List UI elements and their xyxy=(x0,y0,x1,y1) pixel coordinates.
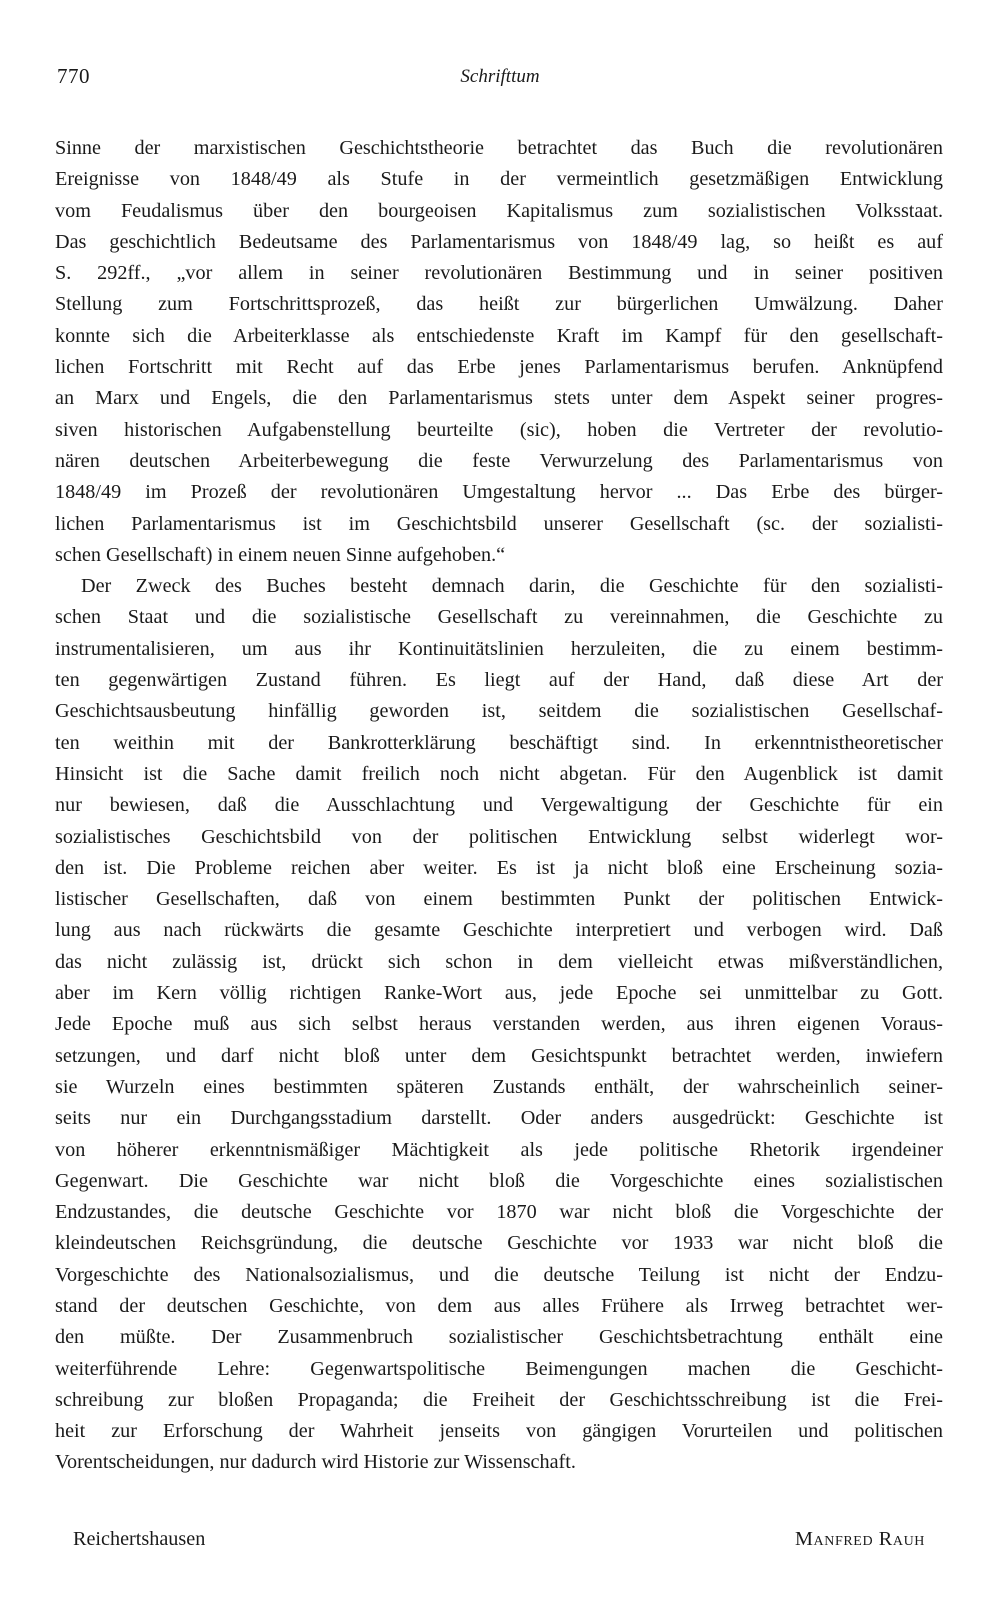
text-line: ten gegenwärtigen Zustand führen. Es liegt auf der Hand, daß diese Art der xyxy=(55,669,943,692)
text-line: Hinsicht ist die Sache damit freilich noch nicht abgetan. Für den Augenblick ist damit xyxy=(55,762,943,785)
author-name: Manfred Rauh xyxy=(795,1528,925,1550)
text-line: Stellung zum Fortschrittsprozeß, das heißt zur bürgerlichen Umwälzung. Daher xyxy=(55,293,943,316)
text-line: siven historischen Aufgabenstellung beurteilte (sic), hoben die Vertreter der revolutio- xyxy=(55,418,943,441)
text-line: S. 292ff., „vor allem in seiner revolutionären Bestimmung und in seiner positiven xyxy=(55,262,943,285)
signature-line xyxy=(55,1524,943,1555)
text-line: sie Wurzeln eines bestimmten späteren Zustands enthält, der wahrscheinlich seiner- xyxy=(55,1075,943,1098)
text-line: kleindeutschen Reichsgründung, die deutsche Geschichte vor 1933 war nicht bloß die xyxy=(55,1232,943,1255)
text-line: Ereignisse von 1848/49 als Stufe in der vermeintlich gesetzmäßigen Entwicklung xyxy=(55,168,943,191)
text-line: listischer Gesellschaften, daß von einem bestimmten Punkt der politischen Entwick- xyxy=(55,888,943,911)
text-line: lichen Parlamentarismus ist im Geschichtsbild unserer Gesellschaft (sc. der sozialisti- xyxy=(55,512,943,535)
text-line: schreibung zur bloßen Propaganda; die Freiheit der Geschichtsschreibung ist die Frei- xyxy=(55,1388,943,1411)
text-line: Gegenwart. Die Geschichte war nicht bloß die Vorgeschichte eines sozialistischen xyxy=(55,1169,943,1192)
text-line: Sinne der marxistischen Geschichtstheorie betrachtet das Buch die revolutionären xyxy=(55,137,943,159)
text-line: 1848/49 im Prozeß der revolutionären Umgestaltung hervor ... Das Erbe des bürger- xyxy=(55,481,943,504)
paragraph-start-line: Der Zweck des Buches besteht demnach darin, die Geschichte für den sozialisti- xyxy=(81,575,943,598)
text-line: seits nur ein Durchgangsstadium darstellt. Oder anders ausgedrückt: Geschichte ist xyxy=(55,1107,943,1130)
text-line: den müßte. Der Zusammenbruch sozialistischer Geschichtsbetrachtung enthält eine xyxy=(55,1326,943,1349)
text-line: das nicht zulässig ist, drückt sich schon in dem vielleicht etwas mißverständlichen, xyxy=(55,950,943,973)
text-line: Vorentscheidungen, nur dadurch wird Historie zur Wissenschaft. xyxy=(55,1451,576,1474)
running-title: Schrifttum xyxy=(460,66,540,87)
text-line: instrumentalisieren, um aus ihr Kontinuitätslinien herzuleiten, die zu einem bestimm- xyxy=(55,637,943,660)
text-line: heit zur Erforschung der Wahrheit jenseits von gängigen Vorurteilen und politischen xyxy=(55,1420,943,1443)
text-line: Endzustandes, die deutsche Geschichte vor 1870 war nicht bloß die Vorgeschichte der xyxy=(55,1201,943,1224)
page-number: 770 xyxy=(57,64,90,88)
text-line: aber im Kern völlig richtigen Ranke-Wort aus, jede Epoche sei unmittelbar zu Gott. xyxy=(55,982,943,1005)
text-line: lung aus nach rückwärts die gesamte Geschichte interpretiert und verbogen wird. Daß xyxy=(55,919,943,942)
text-line: Vorgeschichte des Nationalsozialismus, und die deutsche Teilung ist nicht der Endzu- xyxy=(55,1263,943,1286)
text-line: an Marx und Engels, die den Parlamentarismus stets unter dem Aspekt seiner progres- xyxy=(55,387,943,410)
text-line: ten weithin mit der Bankrotterklärung beschäftigt sind. In erkenntnistheoretischer xyxy=(55,731,943,754)
text-line: von höherer erkenntnismäßiger Mächtigkeit als jede politische Rhetorik irgendeiner xyxy=(55,1138,943,1161)
text-line: Das geschichtlich Bedeutsame des Parlamentarismus von 1848/49 lag, so heißt es auf xyxy=(55,230,943,253)
text-line: schen Staat und die sozialistische Gesellschaft zu vereinnahmen, die Geschichte zu xyxy=(55,606,943,629)
text-line: vom Feudalismus über den bourgeoisen Kapitalismus zum sozialistischen Volksstaat. xyxy=(55,199,943,222)
text-line: lichen Fortschritt mit Recht auf das Erbe jenes Parlamentarismus berufen. Anknüpfend xyxy=(55,356,943,379)
author-location: Reichertshausen xyxy=(73,1528,206,1550)
body-text xyxy=(55,133,943,1479)
text-line: sozialistisches Geschichtsbild von der politischen Entwicklung selbst widerlegt wor- xyxy=(55,825,943,848)
text-line: Jede Epoche muß aus sich selbst heraus verstanden werden, aus ihren eigenen Voraus- xyxy=(55,1013,943,1036)
text-line: Geschichtsausbeutung hinfällig geworden ist, seitdem die sozialistischen Gesellschaf- xyxy=(55,700,943,723)
text-line: den ist. Die Probleme reichen aber weiter. Es ist ja nicht bloß eine Erscheinung sozia- xyxy=(55,856,943,879)
text-line: setzungen, und darf nicht bloß unter dem Gesichtspunkt betrachtet werden, inwiefern xyxy=(55,1044,943,1067)
text-line: weiterführende Lehre: Gegenwartspolitische Beimengungen machen die Geschicht- xyxy=(55,1357,943,1380)
text-line: stand der deutschen Geschichte, von dem aus alles Frühere als Irrweg betrachtet wer- xyxy=(55,1294,943,1317)
text-line: schen Gesellschaft) in einem neuen Sinne aufgehoben.“ xyxy=(55,543,506,566)
text-line: nur bewiesen, daß die Ausschlachtung und Vergewaltigung der Geschichte für ein xyxy=(55,794,943,817)
text-line: nären deutschen Arbeiterbewegung die feste Verwurzelung des Parlamentarismus von xyxy=(55,449,943,472)
text-line: konnte sich die Arbeiterklasse als entschiedenste Kraft im Kampf für den gesellschaft- xyxy=(55,324,943,347)
